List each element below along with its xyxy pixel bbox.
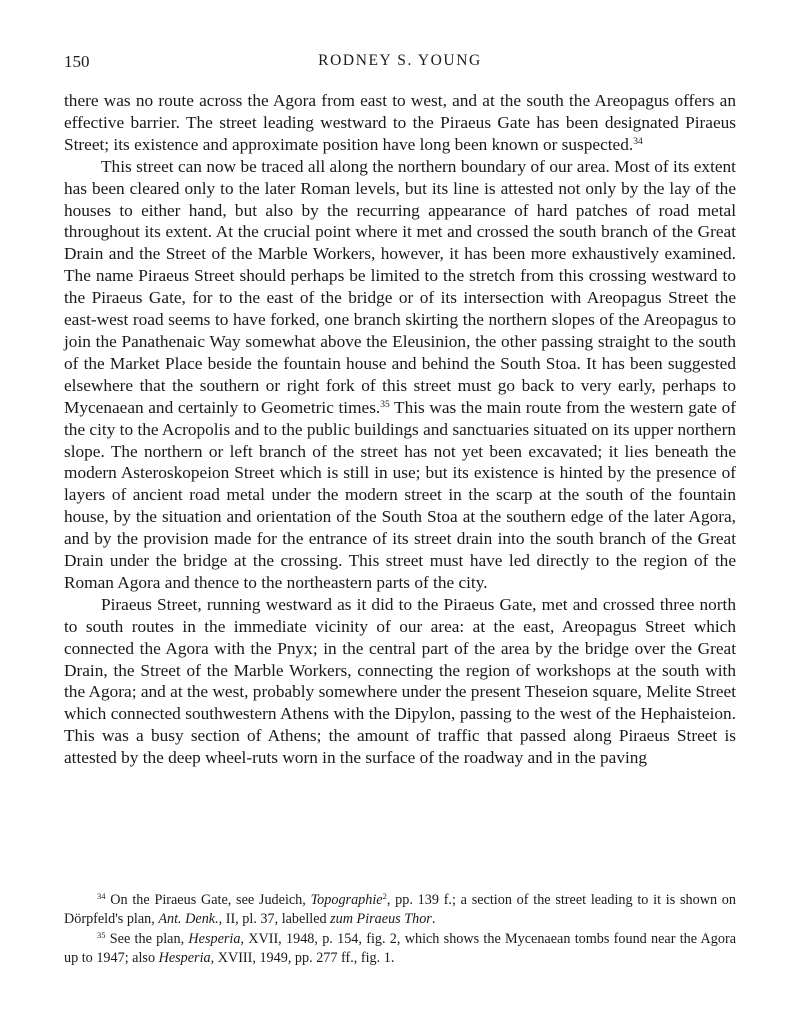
footnote-34-title: Ant. Denk.: [158, 911, 219, 928]
footnote-34-label: zum Piraeus Thor: [330, 911, 432, 928]
page-number: 150: [64, 52, 90, 71]
paragraph-2-text-b: This was the main route from the western gate of the city to the Acropolis and to the public buildings and sanctuaries situated on its upper northern slope. The northern or left branch of the street has not yet been excavated; it lies beneath the modern Asteroskopeion Street which is still in use; but its existence is hinted by the presence of layers of ancient road metal under the modern street in the scarp at the south of the fountain house, by the situation and orientation of the South Stoa at the southern edge of the later Agora, and by the provision made for the entrance of its street drain into the south branch of the Great Drain under the bridge at the crossing. This street must have led directly to the region of the Roman Agora and thence to the northeastern parts of the city.: [64, 397, 736, 592]
footnote-35-text: , XVII, 1948, p. 154, fig. 2, which shows the Mycenaean tombs found near the Agora up to 1947; also: [64, 930, 737, 967]
paragraph-2: [64, 156, 736, 594]
paragraph-3: [64, 594, 736, 769]
footnote-ref-34[interactable]: 34: [633, 136, 643, 147]
footnote-34-text: , pp. 139 f.; a section of the street leading to it is shown on Dörpfeld's plan,: [64, 892, 736, 928]
footnotes: [64, 891, 736, 969]
footnote-35-journal: Hesperia: [188, 930, 241, 947]
page-header: [64, 52, 736, 78]
footnote-34-text: , II, pl. 37, labelled: [218, 911, 331, 928]
footnote-35-text: , XVIII, 1949, pp. 277 ff., fig. 1.: [210, 950, 395, 967]
footnote-35-number: 35: [97, 929, 106, 940]
footnote-34-text: .: [431, 911, 436, 928]
footnote-ref-35[interactable]: 35: [380, 399, 390, 410]
paragraph-3-text: Piraeus Street, running westward as it did to the Piraeus Gate, met and crossed three north to south routes in the immediate vicinity of our area: at the east, Areopagus Street which connected the Agora with the Pnyx; in the central part of the area by the bridge over the Great Drain, the Street of the Marble Workers, connecting the region of workshops at the south with the Agora; and at the west, probably somewhere under the present Theseion square, Melite Street which connected southwestern Athens with the Dipylon, passing to the west of the Hephaisteion. This was a busy section of Athens; the amount of traffic that passed along Piraeus Street is attested by the deep wheel-ruts worn in the surface of the roadway and in the paving: [64, 594, 736, 768]
footnote-35-text: See the plan,: [105, 930, 189, 947]
footnote-34: [64, 891, 736, 930]
body-text: [64, 90, 736, 769]
footnote-35: [64, 930, 736, 969]
footnote-34-title: Topographie: [310, 892, 383, 908]
paragraph-2-text-a: This street can now be traced all along the northern boundary of our area. Most of its extent has been cleared only to the later Roman levels, but its line is attested not only by the lay of the houses to either hand, but also by the recurring appearance of hard patches of road metal throughout its extent. At the crucial point where it met and crossed the south branch of the Great Drain and the Street of the Marble Workers, however, it has been more exhaustively examined. The name Piraeus Street should perhaps be limited to the stretch from this crossing westward to the Piraeus Gate, for to the east of the bridge or of its intersection with Areopagus Street the east-west road seems to have forked, one branch skirting the northern slopes of the Areopagus to join the Panathenaic Way somewhat above the Eleusinion, the other passing straight to the south of the Market Place beside the fountain house and behind the South Stoa. It has been suggested elsewhere that the southern or right fork of this street must go back to very early, perhaps to Mycenaean and certainly to Geometric times.: [64, 156, 736, 417]
paragraph-1: [64, 90, 736, 156]
footnote-34-text: On the Piraeus Gate, see Judeich,: [105, 892, 311, 908]
paragraph-1-text: there was no route across the Agora from east to west, and at the south the Areopagus offers an effective barrier. The street leading westward to the Piraeus Gate has been designated Piraeus Street; its existence and approximate position have long been known or suspected.: [64, 91, 736, 154]
footnote-34-number: 34: [97, 891, 106, 901]
footnote-34-edition: 2: [382, 891, 387, 901]
running-title: RODNEY S. YOUNG: [318, 52, 482, 69]
footnote-35-journal: Hesperia: [158, 950, 211, 967]
